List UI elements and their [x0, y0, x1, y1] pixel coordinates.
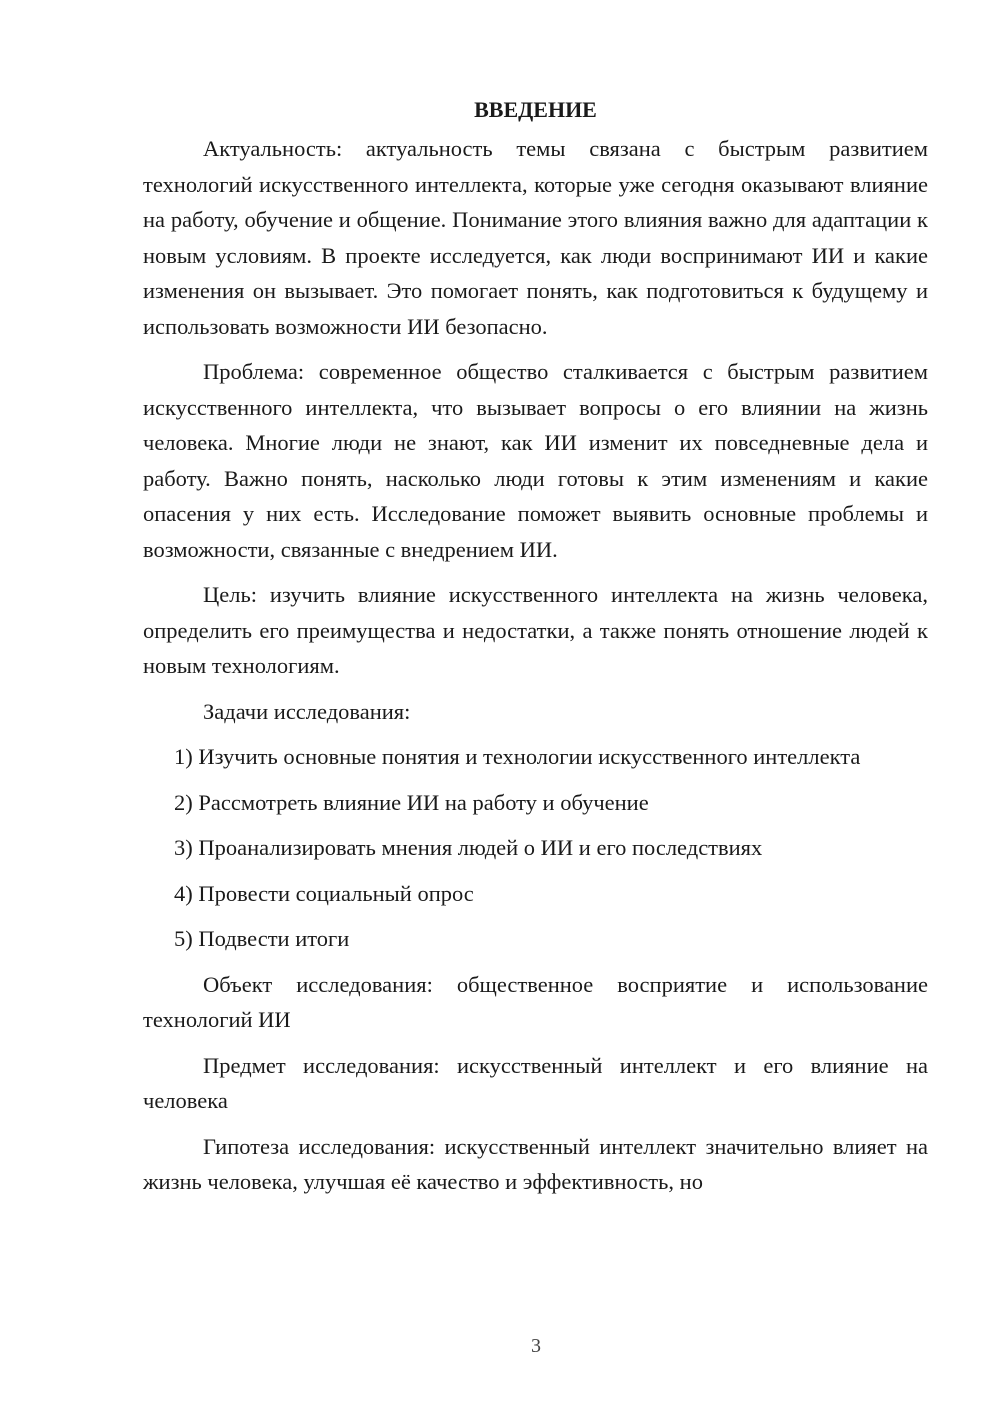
paragraph-goal: Цель: изучить влияние искусственного интеллекта на жизнь человека, определить его преимущества и недостатки, а также понять отношение людей к новым технологиям.	[143, 582, 928, 678]
paragraph-subject: Предмет исследования: искусственный интеллект и его влияние на человека	[143, 1052, 928, 1113]
paragraph-object: Объект исследования: общественное восприятие и использование технологий ИИ	[143, 971, 928, 1032]
page-title: ВВЕДЕНИЕ	[474, 97, 597, 122]
paragraph-problem: Проблема: современное общество сталкивается с быстрым развитием искусственного интеллекта, что вызывает вопросы о его влиянии на жизнь человека. Многие люди не знают, как ИИ изменит их повседневные дела и работу. Важно понять, насколько люди готовы к этим изменениям и какие опасения у них есть. Исследование поможет выявить основные проблемы и возможности, связанные с внедрением ИИ.	[143, 359, 928, 562]
task-item-5: 5) Подвести итоги	[174, 926, 350, 951]
tasks-heading: Задачи исследования:	[203, 698, 411, 724]
paragraph-relevance: Актуальность: актуальность темы связана с быстрым развитием технологий искусственного интеллекта, которые уже сегодня оказывают влияние на работу, обучение и общение. Понимание этого влияния важно для адаптации к новым условиям. В проекте исследуется, как люди воспринимают ИИ и какие изменения он вызывает. Это помогает понять, как подготовиться к будущему и использовать возможности ИИ безопасно.	[143, 136, 928, 339]
page-number: 3	[531, 1335, 541, 1357]
task-item-4: 4) Провести социальный опрос	[174, 880, 474, 906]
task-item-3: 3) Проанализировать мнения людей о ИИ и его последствиях	[174, 835, 763, 860]
page-content	[143, 92, 928, 1210]
paragraph-hypothesis: Гипотеза исследования: искусственный интеллект значительно влияет на жизнь человека, улучшая её качество и эффективность, но	[143, 1133, 928, 1194]
task-item-2: 2) Рассмотреть влияние ИИ на работу и обучение	[174, 789, 649, 815]
task-item-1: 1) Изучить основные понятия и технологии искусственного интеллекта	[174, 744, 861, 769]
